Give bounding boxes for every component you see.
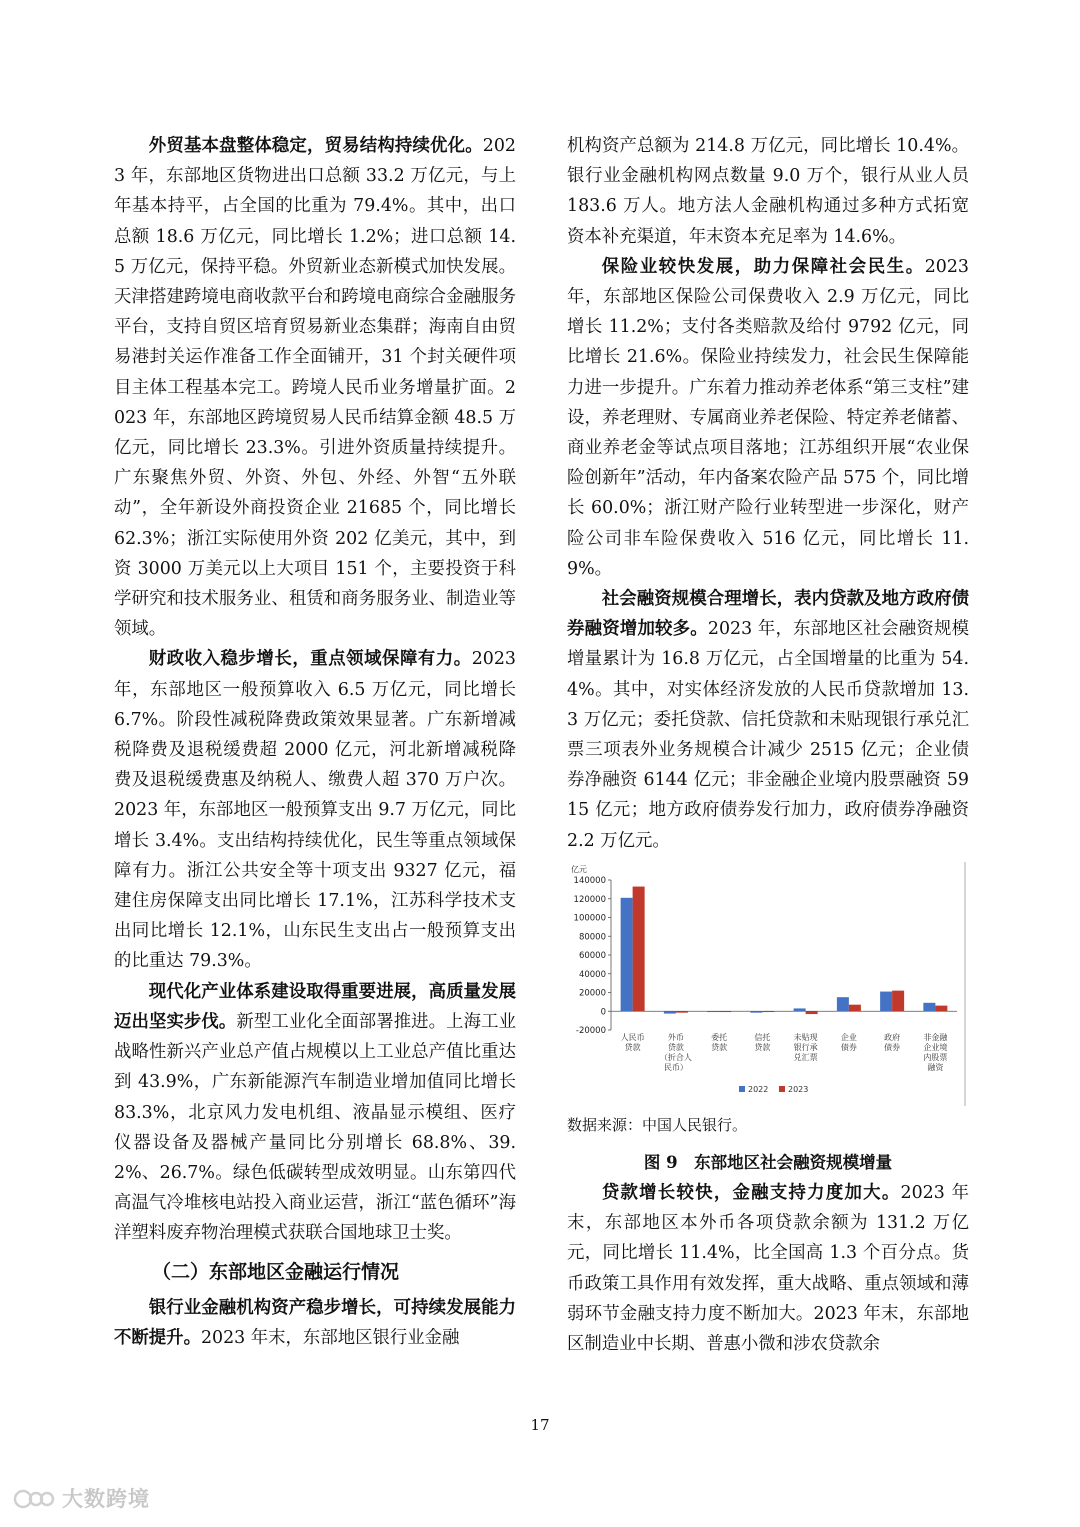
left-column — [114, 131, 516, 1353]
bar-2022-7 — [923, 1003, 935, 1011]
category-label: 债券 — [884, 1042, 901, 1052]
y-tick-label: 60000 — [578, 950, 606, 961]
section-title: （二）东部地区金融运行情况 — [152, 1260, 400, 1283]
category-label: 债券 — [840, 1042, 857, 1052]
category-label: 民币） — [663, 1062, 688, 1072]
bar-2023-6 — [892, 991, 904, 1012]
category-label: 企业境 — [923, 1042, 948, 1052]
bar-2023-0 — [633, 886, 645, 1011]
y-tick-label: 80000 — [578, 932, 606, 943]
y-tick-label: 40000 — [578, 969, 606, 980]
paragraph-banking — [114, 1293, 516, 1353]
paragraph-fiscal — [114, 644, 516, 976]
y-tick-label: 120000 — [573, 894, 606, 905]
bar-2023-5 — [849, 1005, 861, 1012]
bar-2023-4 — [806, 1011, 818, 1014]
y-tick-label: 100000 — [573, 913, 606, 924]
category-label: 信托 — [754, 1032, 771, 1042]
bar-2022-5 — [837, 997, 849, 1011]
paragraph-body: 2023 年，东部地区货物进出口总额 33.2 万亿元，与上年基本持平，占全国的比重为 79.4%。其中，出口总额 18.6 万亿元，同比增长 1.2%；进口总额 14.5 万亿元，保持平稳。外贸新业态新模式加快发展。天津搭建跨境电商收款平台和跨境电商综合金融服务平台，支持自贸区培育贸易新业态集群；海南自由贸易港封关运作准备工作全面铺开，31 个封关硬件项目主体工程基本完工。跨境人民币业务增量扩面。2023 年，东部地区跨境贸易人民币结算金额 48.5 万亿元，同比增长 23.3%。引进外资质量持续提升。广东聚焦外贸、外资、外包、外经、外智“五外联动”，全年新设外商投资企业 21685 个，同比增长 62.3%；浙江实际使用外资 202 亿美元，其中，到资 3000 万美元以上大项目 151 个，主要投资于科学研究和技术服务业、租赁和商务服务业、制造业等领域。 — [114, 136, 516, 640]
bar-2022-1 — [664, 1011, 676, 1013]
social-financing-chart — [567, 862, 969, 1106]
legend-swatch-2022 — [739, 1086, 745, 1092]
category-label: （折合人 — [659, 1052, 692, 1062]
category-label: 内股票 — [923, 1052, 948, 1062]
paragraph-body: 新型工业化全面部署推进。上海工业战略性新兴产业总产值占规模以上工业总产值比重达到 43.9%，广东新能源汽车制造业增加值同比增长 83.3%，北京风力发电机组、液晶显示模组、医疗仪器设备及器械产量同比分别增长 68.8%、39.2%、26.7%。绿色低碳转型成效明显。山东第四代高温气冷堆核电站投入商业运营，浙江“蓝色循环”海洋塑料废弃物治理模式获联合国地球卫士奖。 — [114, 1011, 516, 1244]
category-label: 人民币 — [620, 1032, 645, 1042]
figure-title: 图 9 东部地区社会融资规模增量 — [643, 1152, 893, 1172]
paragraph-body: 2023 年，东部地区社会融资规模增量累计为 16.8 万亿元，占全国增量的比重为 54.4%。其中，对实体经济发放的人民币贷款增加 13.3 万亿元；委托贷款、信托贷款和未贴现银行承兑汇票三项表外业务规模合计减少 2515 亿元；企业债券净融资 6144 亿元；非金融企业境内股票融资 5915 亿元；地方政府债券发行加力，政府债券净融资 2.2 万亿元。 — [567, 619, 969, 851]
paragraph-lead: 外贸基本盘整体稳定，贸易结构持续优化。 — [148, 136, 483, 156]
category-label: 委托 — [711, 1032, 728, 1042]
paragraph-insurance — [567, 252, 969, 584]
chart-svg — [567, 862, 969, 1106]
y-tick-label: -20000 — [575, 1025, 606, 1036]
watermark-text: 大数跨境 — [62, 1487, 150, 1511]
paragraph-social-financing — [567, 584, 969, 856]
category-label: 兑汇票 — [793, 1052, 818, 1062]
paragraph-lead: 贷款增长较快，金融支持力度加大。 — [601, 1183, 901, 1204]
paragraph-body: 2023 年末，东部地区本外币各项贷款余额为 131.2 万亿元，同比增长 11.4%，比全国高 1.3 个百分点。货币政策工具作用有效发挥，重大战略、重点领域和薄弱环节金融支持力度不断加大。2023 年末，东部地区制造业中长期、普惠小微和涉农贷款余 — [567, 1183, 969, 1355]
page-number: 17 — [530, 1416, 550, 1434]
category-label: 政府 — [884, 1032, 901, 1042]
bar-2023-1 — [676, 1011, 688, 1012]
y-tick-label: 0 — [600, 1007, 606, 1018]
legend-swatch-2023 — [779, 1086, 785, 1092]
bar-2023-2 — [719, 1011, 731, 1012]
y-tick-label: 140000 — [573, 875, 606, 886]
category-label: 非金融 — [923, 1032, 948, 1042]
category-label: 融资 — [927, 1062, 944, 1072]
legend-label-2023: 2023 — [788, 1084, 809, 1094]
paragraph-loans — [567, 1178, 969, 1359]
category-label: 贷款 — [711, 1042, 728, 1052]
y-tick-label: 20000 — [578, 988, 606, 999]
paragraph-lead: 社会融资规模合理增长，表内贷款及地方政府债券融资增加较多。 — [567, 589, 969, 640]
paragraph-body: 2023 年，东部地区一般预算收入 6.5 万亿元，同比增长 6.7%。阶段性减税降费政策效果显著。广东新增减税降费及退税缓费超 2000 亿元，河北新增减税降费及退税缓费惠及纳税人、缴费人超 370 万户次。2023 年，东部地区一般预算支出 9.7 万亿元，同比增长 3.4%。支出结构持续优化，民生等重点领域保障有力。浙江公共安全等十项支出 9327 亿元，福建住房保障支出同比增长 17.1%，江苏科学技术支出同比增长 12.1%，山东民生支出占一般预算支出的比重达 79.3%。 — [114, 649, 516, 972]
paragraph-foreign-trade — [114, 131, 516, 644]
data-source: 数据来源：中国人民银行。 — [567, 1115, 748, 1134]
bar-2022-6 — [880, 991, 892, 1011]
paragraph-industry — [114, 977, 516, 1249]
legend-label-2022: 2022 — [748, 1084, 769, 1094]
category-label: 贷款 — [667, 1042, 684, 1052]
paragraph-body: 机构资产总额为 214.8 万亿元，同比增长 10.4%。银行业金融机构网点数量 9.0 万个，银行从业人员 183.6 万人。地方法人金融机构通过多种方式拓宽资本补充渠道，年末资本充足率为 14.6%。 — [567, 136, 969, 247]
watermark-logo-icon — [12, 1485, 56, 1511]
watermark — [12, 1483, 150, 1513]
paragraph-body: 2023 年，东部地区保险公司保费收入 2.9 万亿元，同比增长 11.2%；支付各类赔款及给付 9792 亿元，同比增长 21.6%。保险业持续发力，社会民生保障能力进一步提升。广东着力推动养老体系“第三支柱”建设，养老理财、专属商业养老保险、特定养老储蓄、商业养老金等试点项目落地；江苏组织开展“农业保险创新年”活动，年内备案农险产品 575 个，同比增长 60.0%；浙江财产险行业转型进一步深化，财产险公司非车险保费收入 516 亿元，同比增长 11.9%。 — [567, 256, 969, 579]
category-label: 企业 — [840, 1032, 857, 1042]
paragraph-lead: 银行业金融机构资产稳步增长，可持续发展能力不断提升。 — [114, 1297, 516, 1348]
paragraph-lead: 保险业较快发展，助力保障社会民生。 — [601, 256, 925, 277]
bar-2022-4 — [794, 1008, 806, 1011]
paragraph-banking-cont — [567, 131, 969, 252]
category-label: 外币 — [667, 1032, 684, 1042]
right-column — [567, 131, 969, 1359]
bar-2022-3 — [750, 1011, 762, 1012]
bar-2023-7 — [935, 1006, 947, 1012]
category-label: 贷款 — [754, 1042, 771, 1052]
category-label: 贷款 — [624, 1042, 641, 1052]
category-label: 银行承 — [793, 1042, 818, 1052]
y-unit-label: 亿元 — [571, 864, 587, 874]
paragraph-body: 2023 年末，东部地区银行业金融 — [200, 1327, 460, 1348]
bar-2022-2 — [707, 1011, 719, 1012]
category-label: 未贴现 — [793, 1032, 818, 1042]
bar-2023-3 — [762, 1011, 774, 1012]
paragraph-lead: 财政收入稳步增长，重点领域保障有力。 — [148, 649, 472, 670]
paragraph-lead: 现代化产业体系建设取得重要进展，高质量发展迈出坚实步伐。 — [114, 981, 516, 1032]
bar-2022-0 — [621, 898, 633, 1011]
